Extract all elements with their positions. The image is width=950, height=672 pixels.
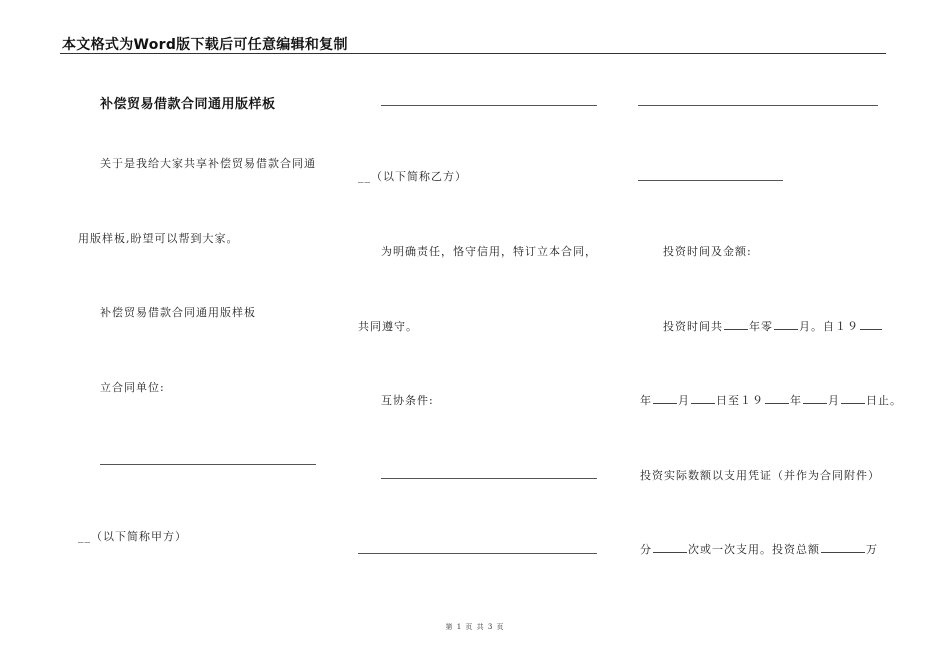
actual-amount-line: 投资实际数额以支用凭证（并作为合同附件） xyxy=(640,469,880,482)
party-b-suffix: __（以下简称乙方） xyxy=(358,170,467,183)
total-amount-blank xyxy=(821,542,865,553)
party-a-blank-line xyxy=(100,464,316,465)
invest-label: 投资时间及金额: xyxy=(663,245,752,258)
split-text-b: 次或一次支用。投资总额 xyxy=(688,543,820,556)
purpose-line-1: 为明确责任，恪守信用，特订立本合同， xyxy=(381,245,597,258)
intro-line-2: 用版样板,盼望可以帮到大家。 xyxy=(78,232,239,245)
years-blank xyxy=(724,319,748,330)
col3-blank-line-2 xyxy=(638,180,783,181)
subtitle: 补偿贸易借款合同通用版样板 xyxy=(100,306,256,319)
end-year-blank xyxy=(765,393,789,404)
header-text: 本文格式为Word版下载后可任意编辑和复制 xyxy=(62,37,348,53)
parties-label: 立合同单位: xyxy=(100,381,165,394)
end-day-blank xyxy=(841,393,865,404)
date-text-b: 月 xyxy=(678,394,690,407)
split-text-a: 分 xyxy=(640,543,652,556)
page-number: 第 1 页 共 3 页 xyxy=(445,623,505,631)
start-month-blank xyxy=(653,393,677,404)
date-text-f: 日止。 xyxy=(866,394,902,407)
split-text-c: 万 xyxy=(866,543,878,556)
date-range-line xyxy=(640,392,902,408)
header-divider xyxy=(60,53,886,54)
installments-blank xyxy=(653,542,687,553)
intro-line-1: 关于是我给大家共享补偿贸易借款合同通 xyxy=(100,157,316,170)
invest-time-text-b: 年零 xyxy=(749,320,773,333)
date-text-e: 月 xyxy=(828,394,840,407)
date-text-d: 年 xyxy=(790,394,802,407)
disbursement-line xyxy=(640,541,878,557)
terms-blank-line-2 xyxy=(358,553,597,554)
document-title: 补偿贸易借款合同通用版样板 xyxy=(100,97,276,112)
purpose-line-2: 共同遵守。 xyxy=(358,320,418,333)
invest-time-line xyxy=(663,318,883,334)
invest-time-text-c: 月。自１９ xyxy=(799,320,859,333)
date-text-c: 日至１９ xyxy=(716,394,764,407)
party-b-blank-line xyxy=(381,105,597,106)
start-year-blank xyxy=(860,319,882,330)
start-day-blank xyxy=(691,393,715,404)
invest-time-text-a: 投资时间共 xyxy=(663,320,723,333)
party-a-suffix: __（以下简称甲方） xyxy=(78,530,187,543)
terms-label: 互协条件: xyxy=(381,394,434,407)
terms-blank-line-1 xyxy=(381,478,597,479)
date-text-a: 年 xyxy=(640,394,652,407)
months-blank xyxy=(774,319,798,330)
end-month-blank xyxy=(803,393,827,404)
col3-blank-line-1 xyxy=(638,105,878,106)
